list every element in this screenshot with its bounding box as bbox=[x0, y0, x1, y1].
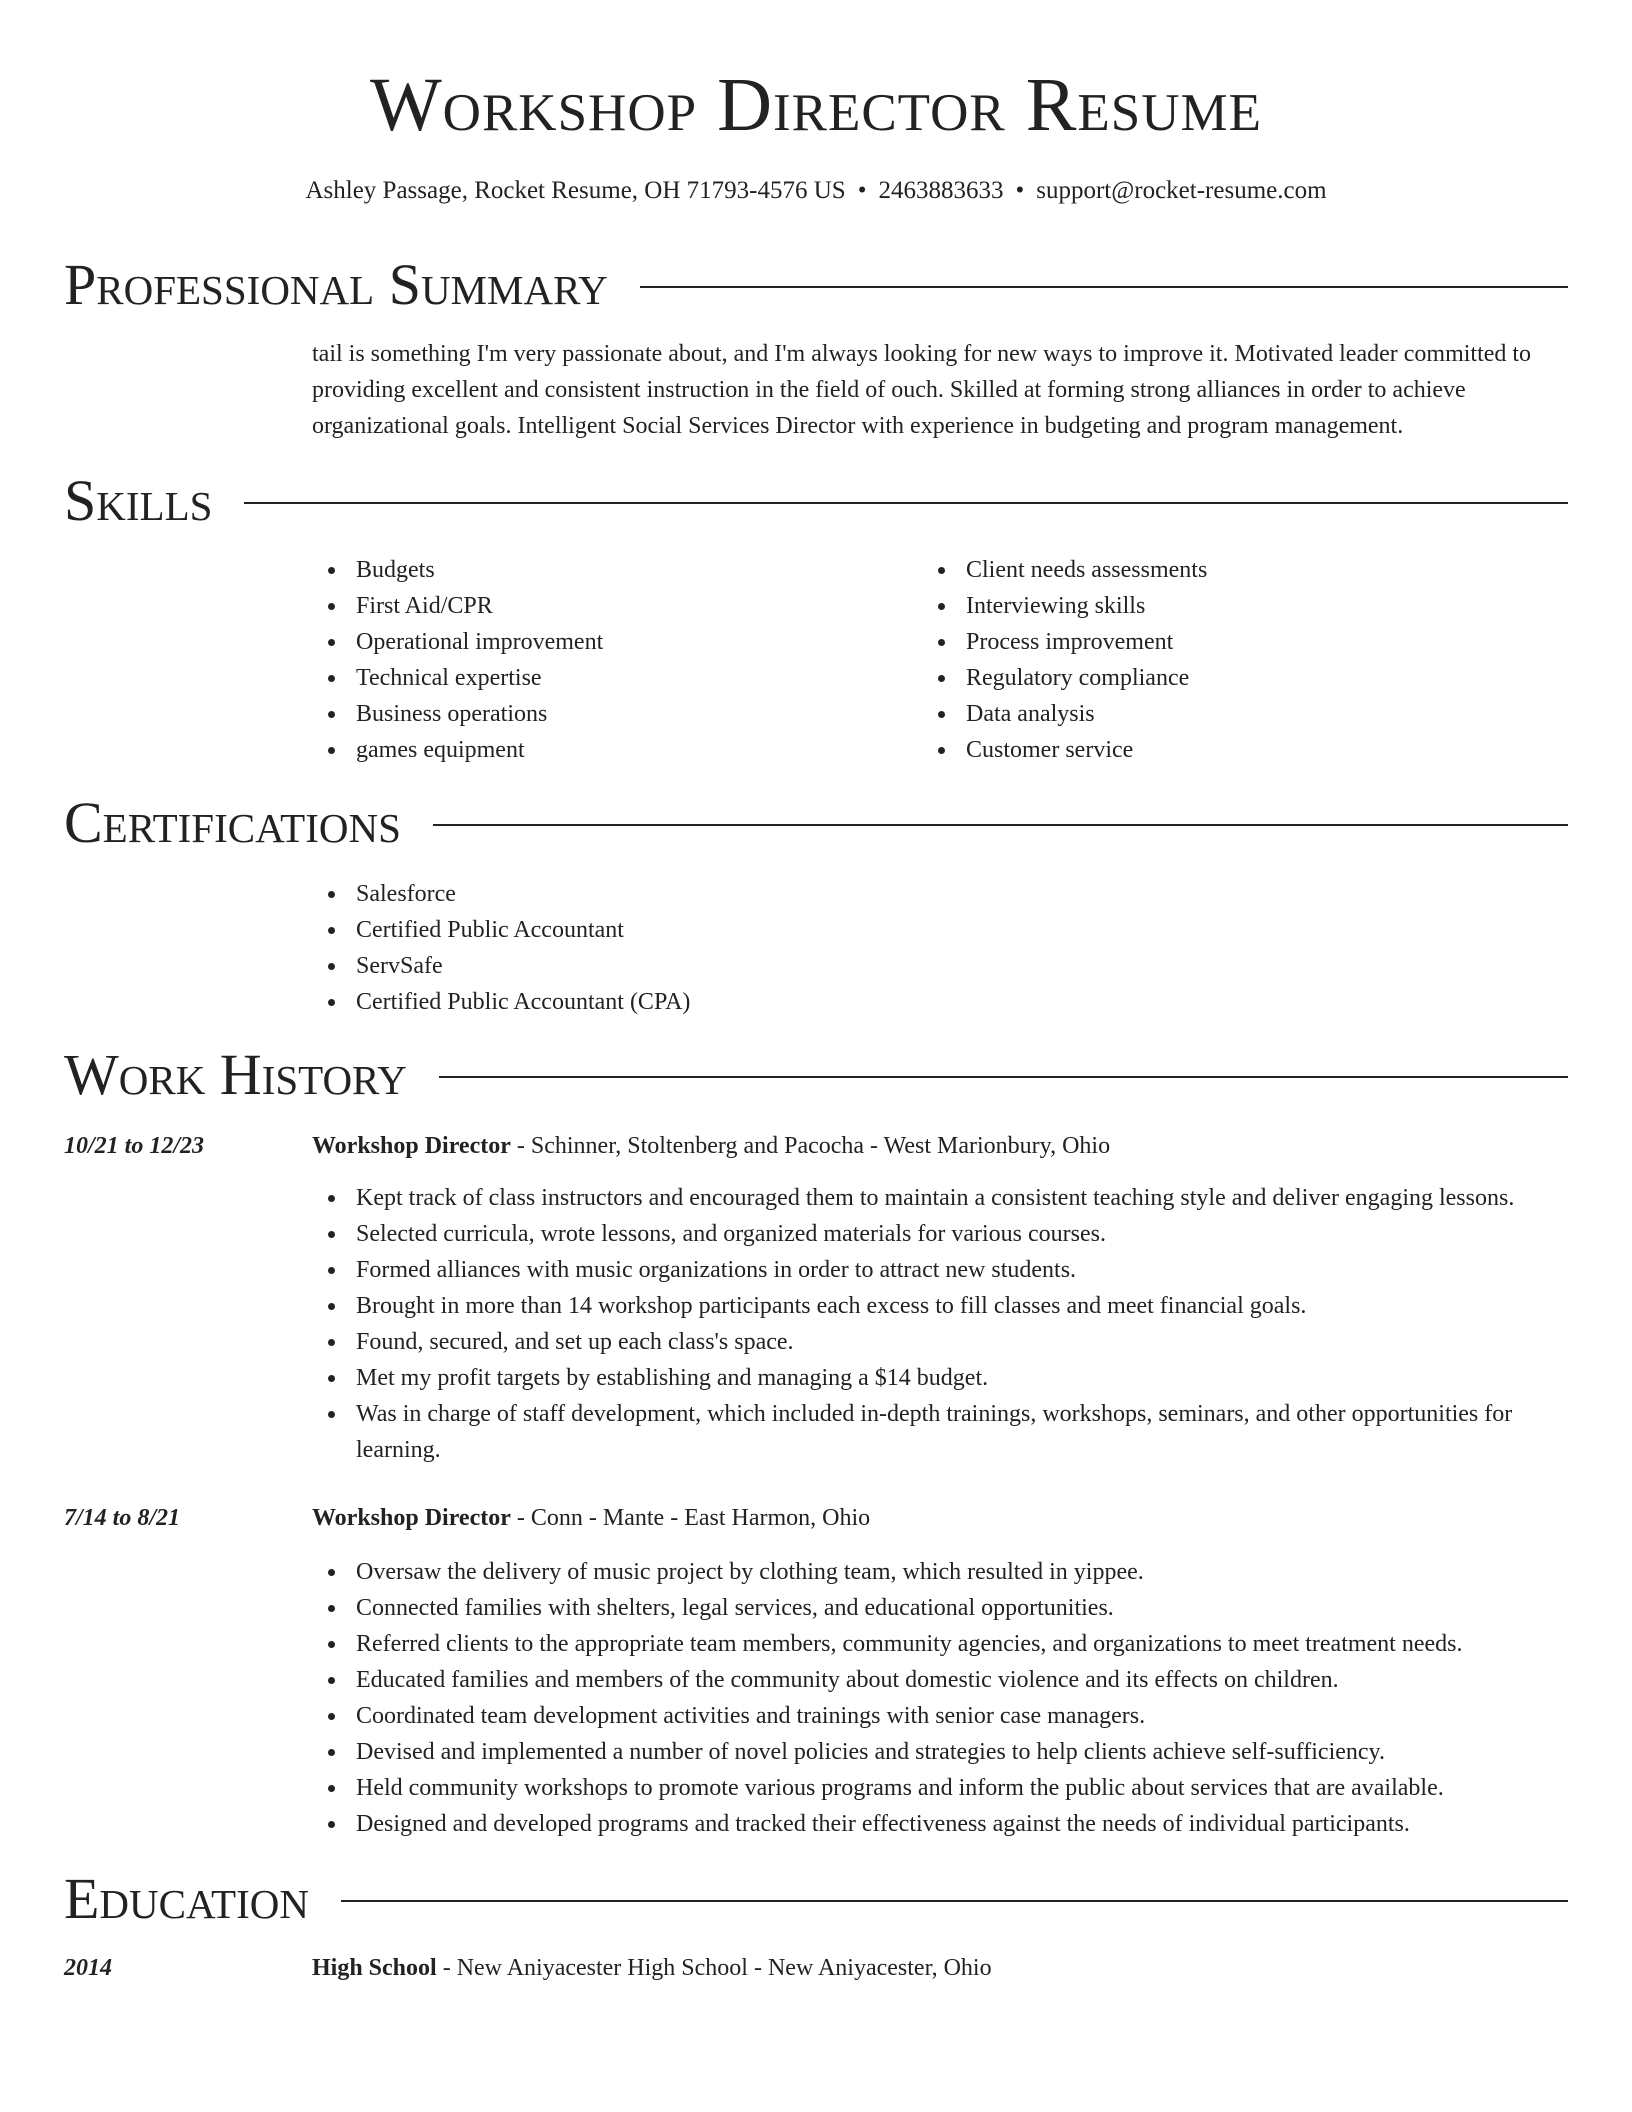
skill-item: First Aid/CPR bbox=[312, 588, 603, 624]
education-degree: High School bbox=[312, 1955, 437, 1981]
job-bullet: Designed and developed programs and tracked their effectiveness against the needs of individual participants. bbox=[312, 1806, 1568, 1842]
section-header-skills bbox=[64, 468, 1568, 534]
education-school: - New Aniyacester High School - New Aniyacester, Ohio bbox=[436, 1955, 992, 1981]
section-divider bbox=[640, 286, 1568, 288]
job-title: Workshop Director bbox=[312, 1133, 511, 1159]
job-bullet: Coordinated team development activities and trainings with senior case managers. bbox=[312, 1698, 1568, 1734]
job-heading bbox=[312, 1128, 1110, 1164]
job-bullet: Connected families with shelters, legal services, and educational opportunities. bbox=[312, 1590, 1568, 1626]
summary-text: tail is something I'm very passionate about, and I'm always looking for new ways to improve it. Motivated leader committed to providing excellent and consistent instruction in the field of ouch. Skilled at forming strong alliances in order to achieve organizational goals. Intelligent Social Services Director with experience in budgeting and program management. bbox=[312, 341, 1532, 439]
contact-address: Ashley Passage, Rocket Resume, OH 71793-4576 US bbox=[305, 177, 846, 204]
section-title: Work History bbox=[64, 1042, 407, 1107]
job-bullet: Oversaw the delivery of music project by clothing team, which resulted in yippee. bbox=[312, 1554, 1568, 1590]
certifications-list bbox=[312, 876, 690, 1020]
contact-email: support@rocket-resume.com bbox=[1036, 177, 1327, 204]
section-header-work-history bbox=[64, 1042, 1568, 1108]
contact-line bbox=[0, 174, 1632, 208]
job-bullets bbox=[312, 1180, 1568, 1468]
job-dates: 10/21 to 12/23 bbox=[64, 1133, 205, 1159]
job-dates: 7/14 to 8/21 bbox=[64, 1505, 181, 1531]
job-bullet: Referred clients to the appropriate team members, community agencies, and organizations to meet treatment needs. bbox=[312, 1626, 1568, 1662]
section-title: Education bbox=[64, 1866, 309, 1931]
skill-item: Budgets bbox=[312, 552, 603, 588]
job-bullet: Selected curricula, wrote lessons, and organized materials for various courses. bbox=[312, 1216, 1568, 1252]
job-bullet: Brought in more than 14 workshop participants each excess to fill classes and meet financial goals. bbox=[312, 1288, 1568, 1324]
contact-phone: 2463883633 bbox=[878, 177, 1004, 204]
skill-item: Process improvement bbox=[922, 624, 1207, 660]
job-bullet: Devised and implemented a number of novel policies and strategies to help clients achieve self-sufficiency. bbox=[312, 1734, 1568, 1770]
section-header-education bbox=[64, 1866, 1568, 1932]
section-divider bbox=[439, 1076, 1568, 1078]
skill-item: games equipment bbox=[312, 732, 603, 768]
certification-item: ServSafe bbox=[312, 948, 690, 984]
job-bullet: Met my profit targets by establishing and managing a $14 budget. bbox=[312, 1360, 1568, 1396]
job-bullet: Kept track of class instructors and encouraged them to maintain a consistent teaching style and deliver engaging lessons. bbox=[312, 1180, 1568, 1216]
education-heading bbox=[312, 1950, 992, 1986]
skill-item: Interviewing skills bbox=[922, 588, 1207, 624]
certification-item: Salesforce bbox=[312, 876, 690, 912]
skill-item: Customer service bbox=[922, 732, 1207, 768]
job-bullet: Educated families and members of the community about domestic violence and its effects on children. bbox=[312, 1662, 1568, 1698]
education-year: 2014 bbox=[64, 1955, 112, 1981]
skill-item: Client needs assessments bbox=[922, 552, 1207, 588]
job-heading bbox=[312, 1500, 870, 1536]
job-bullet: Was in charge of staff development, which included in-depth trainings, workshops, seminars, and other opportunities for learning. bbox=[312, 1396, 1568, 1468]
certification-item: Certified Public Accountant bbox=[312, 912, 690, 948]
job-bullet: Held community workshops to promote various programs and inform the public about services that are available. bbox=[312, 1770, 1568, 1806]
section-divider bbox=[341, 1900, 1568, 1902]
job-bullet: Formed alliances with music organizations in order to attract new students. bbox=[312, 1252, 1568, 1288]
section-divider bbox=[433, 824, 1568, 826]
skill-item: Technical expertise bbox=[312, 660, 603, 696]
skill-item: Regulatory compliance bbox=[922, 660, 1207, 696]
skill-item: Data analysis bbox=[922, 696, 1207, 732]
resume-title: Workshop Director Resume bbox=[369, 63, 1263, 147]
job-title: Workshop Director bbox=[312, 1505, 511, 1531]
job-bullet: Found, secured, and set up each class's space. bbox=[312, 1324, 1568, 1360]
job-company: - Conn - Mante - East Harmon, Ohio bbox=[510, 1505, 871, 1531]
skill-item: Business operations bbox=[312, 696, 603, 732]
section-title: Certifications bbox=[64, 790, 401, 855]
contact-separator: • bbox=[1015, 177, 1025, 204]
section-title: Skills bbox=[64, 468, 213, 533]
section-header-certifications bbox=[64, 790, 1568, 856]
section-divider bbox=[244, 502, 1568, 504]
job-bullets bbox=[312, 1554, 1568, 1842]
contact-separator: • bbox=[857, 177, 867, 204]
skill-item: Operational improvement bbox=[312, 624, 603, 660]
section-header-summary bbox=[64, 252, 1568, 318]
skills-list-right bbox=[922, 552, 1207, 768]
skills-list-left bbox=[312, 552, 603, 768]
job-company: - Schinner, Stoltenberg and Pacocha - West Marionbury, Ohio bbox=[510, 1133, 1111, 1159]
section-title: Professional Summary bbox=[64, 252, 608, 317]
certification-item: Certified Public Accountant (CPA) bbox=[312, 984, 690, 1020]
